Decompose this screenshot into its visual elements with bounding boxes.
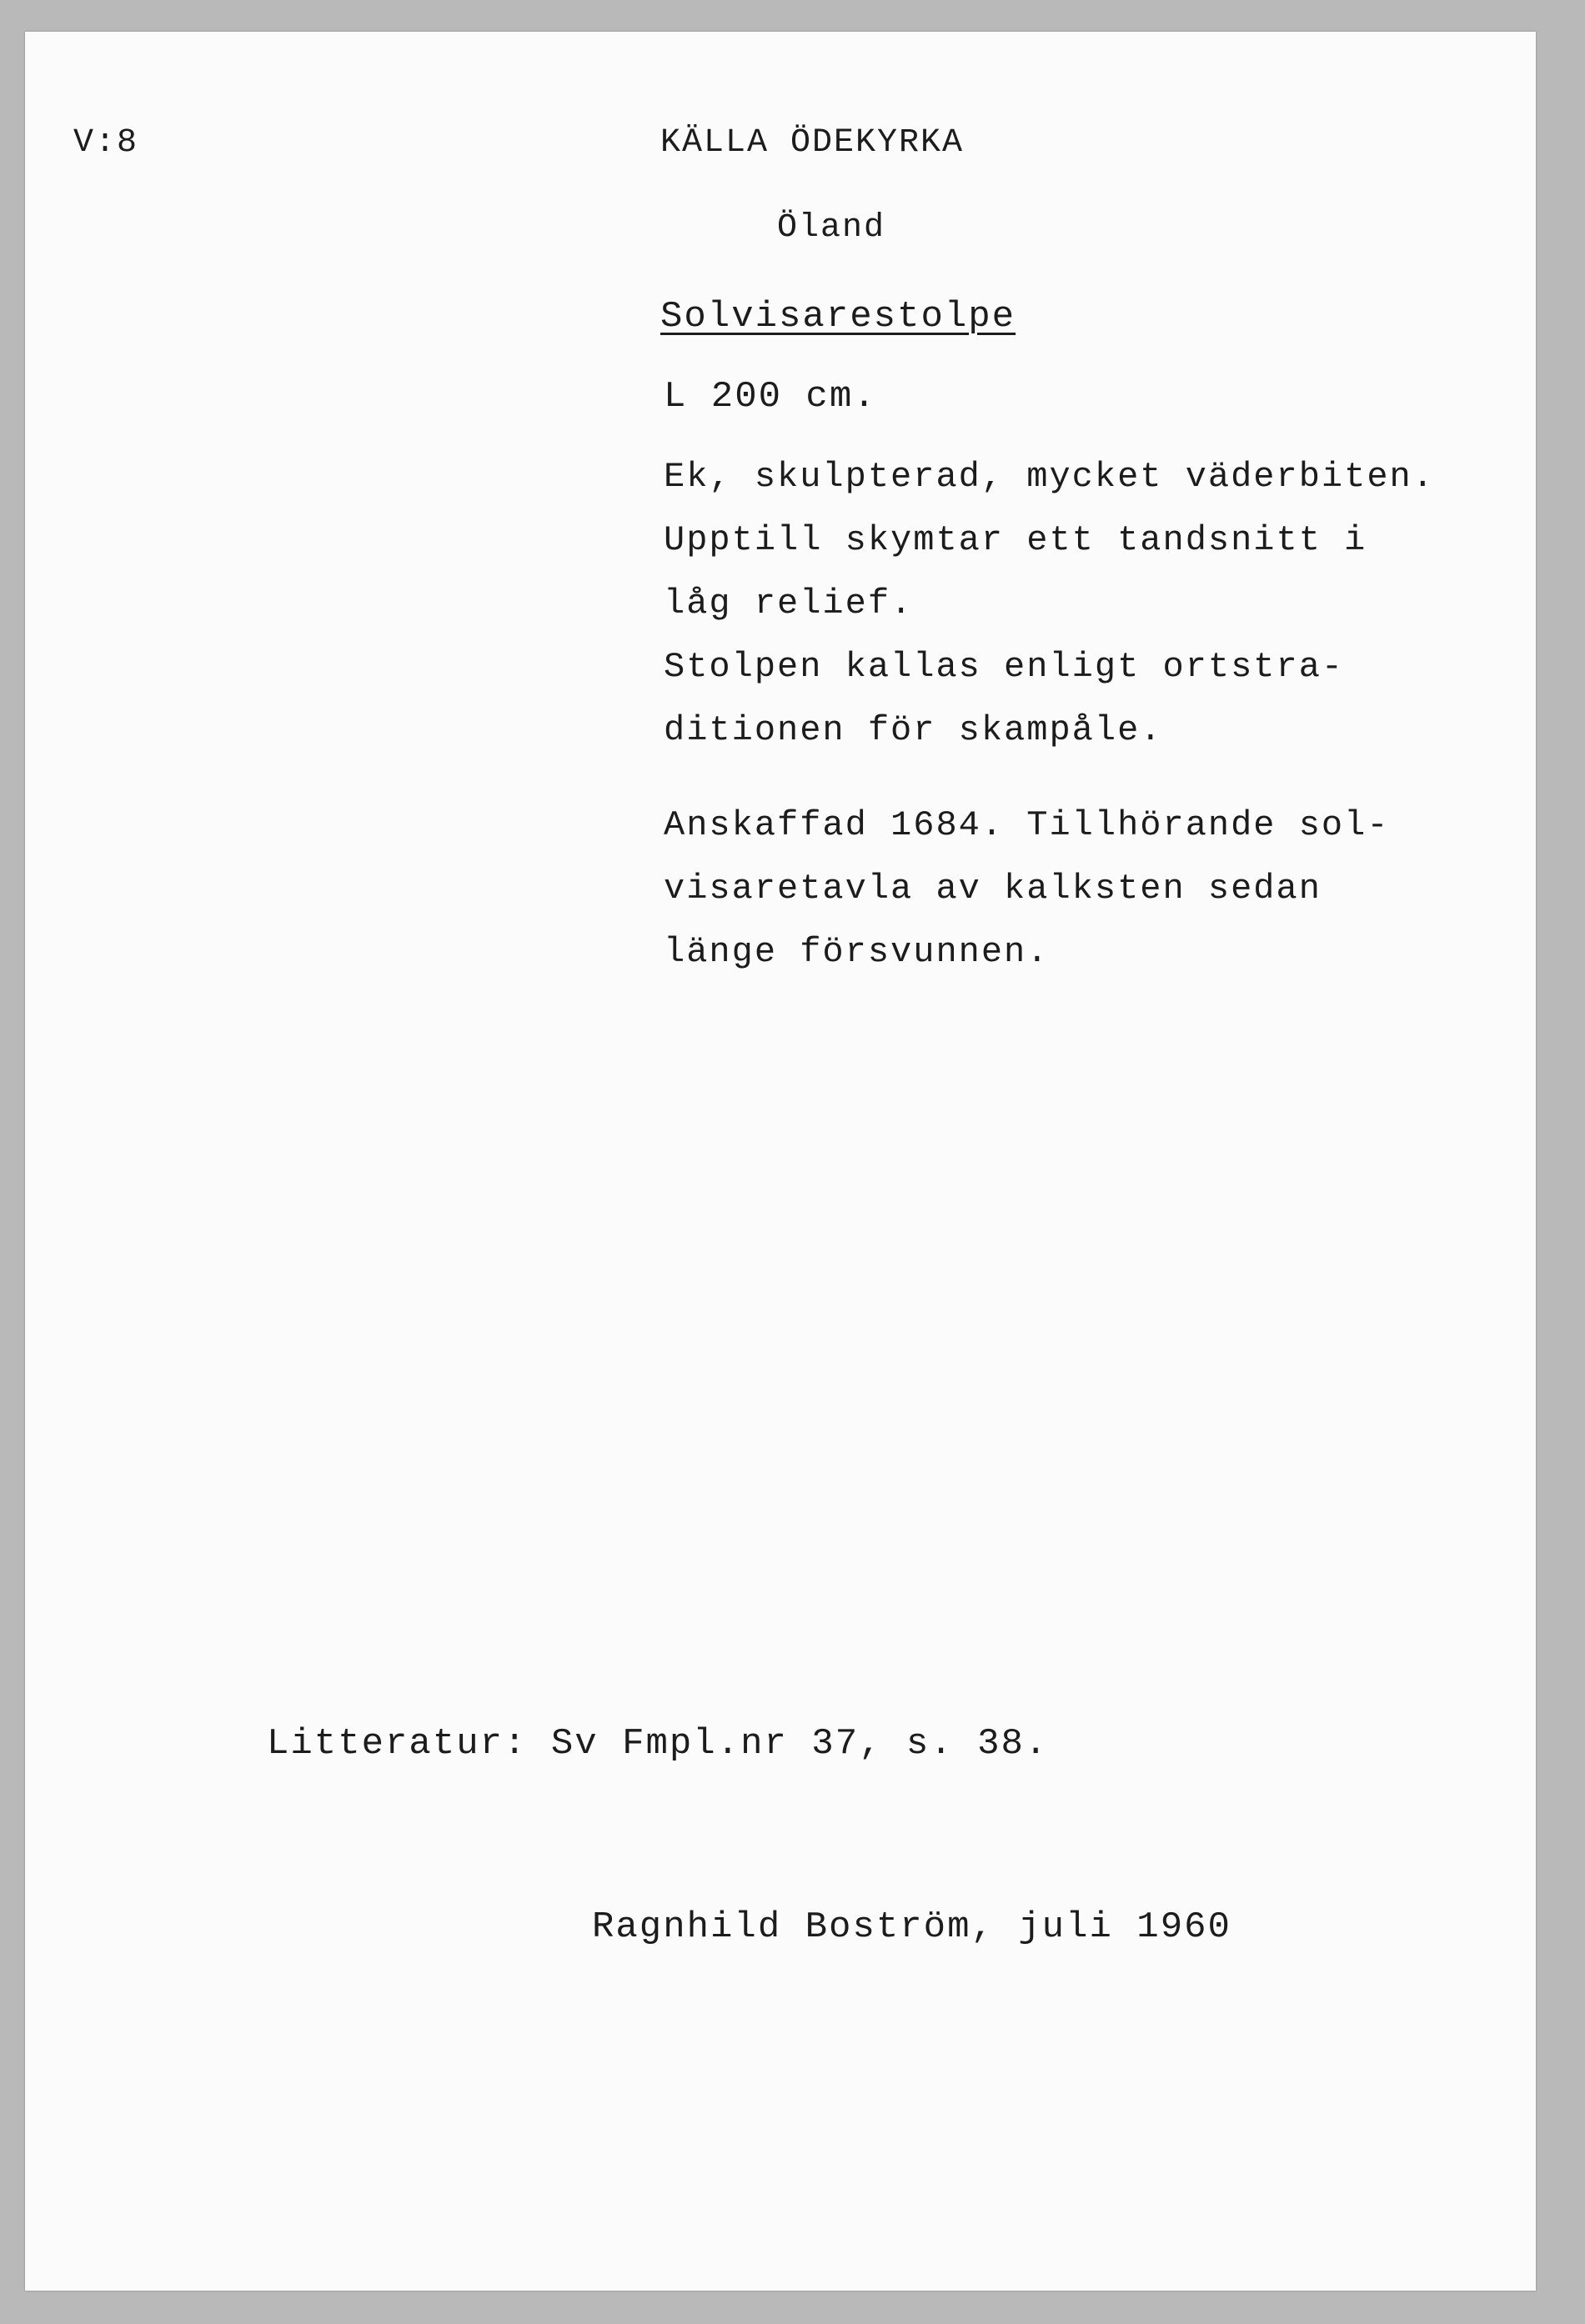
history-line: Anskaffad 1684. Tillhörande sol-: [664, 805, 1390, 845]
object-name: Solvisarestolpe: [660, 296, 1016, 338]
description-block: [664, 445, 1435, 762]
description-line: ditionen för skampåle.: [664, 710, 1163, 750]
history-block: [664, 794, 1390, 984]
description-line: Stolpen kallas enligt ortstra-: [664, 647, 1345, 687]
card-region: Öland: [777, 209, 886, 247]
object-size: L 200 cm.: [664, 376, 877, 418]
description-line: Upptill skymtar ett tandsnitt i: [664, 520, 1367, 560]
card-title: KÄLLA ÖDEKYRKA: [660, 124, 965, 162]
author-signature: Ragnhild Boström, juli 1960: [592, 1906, 1231, 1948]
catalog-card: [25, 32, 1536, 2291]
description-line: Ek, skulpterad, mycket väderbiten.: [664, 457, 1435, 497]
history-line: visaretavla av kalksten sedan: [664, 869, 1322, 909]
card-reference: V:8: [73, 124, 139, 162]
literature-reference: Litteratur: Sv Fmpl.nr 37, s. 38.: [267, 1723, 1049, 1765]
history-line: länge försvunnen.: [664, 932, 1050, 972]
description-line: låg relief.: [664, 584, 914, 624]
